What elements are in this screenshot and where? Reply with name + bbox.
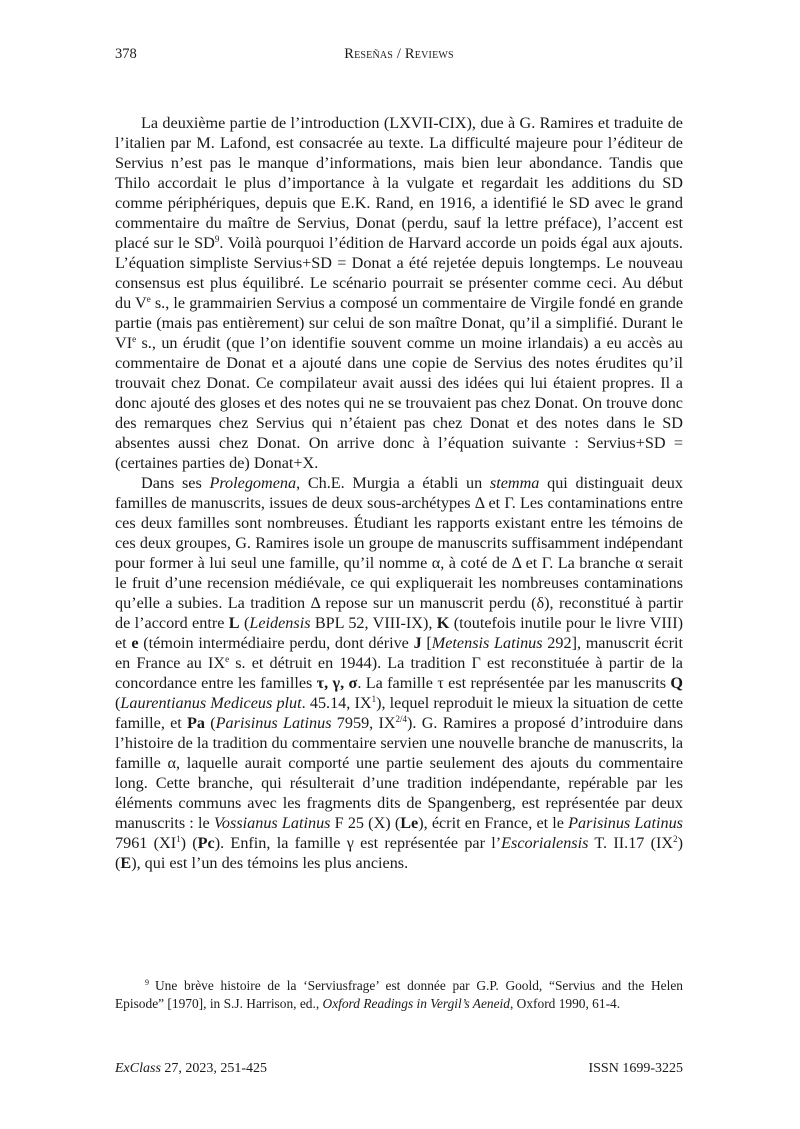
footnote-text: Une brève histoire de la ‘Serviusfrage’ est donnée par G.P. Goold, “Servius and the Helen Episode” [1970], in S.J. Harrison, ed., Oxford Readings in Vergil’s Aeneid, Oxford 1990, 61-4. [115,978,683,1011]
footnote [115,977,683,1013]
journal-citation [115,1061,267,1077]
footnote-marker: 9 [145,978,149,987]
page-number: 378 [115,46,137,62]
running-title: Reseñas / Reviews [344,46,454,62]
issn: ISSN 1699-3225 [588,1061,683,1076]
paragraph: Dans ses Prolegomena, Ch.E. Murgia a établi un stemma qui distinguait deux familles de manuscrits, issues de deux sous-archétypes Δ et Γ. Les contaminations entre ces deux familles sont nombreuses. Étudiant les rapports existant entre les témoins de ces deux groupes, G. Ramires isole un groupe de manuscrits suffisamment indépendant pour former à lui seul une famille, qu’il nomme α, à coté de Δ et Γ. La branche α serait le fruit d’une recension médiévale, ce qui expliquerait les nombreuses contaminations qu’elle a subies. La tradition Δ repose sur un manuscrit perdu (δ), reconstitué à partir de l’accord entre L (Leidensis BPL 52, VIII-IX), K (toutefois inutile pour le livre VIII) et e (témoin intermédiaire perdu, dont dérive J [Metensis Latinus 292], manuscrit écrit en France au IXe s. et détruit en 1944). La tradition Γ est reconstituée à partir de la concordance entre les familles τ, γ, σ. La famille τ est représentée par les manuscrits Q (Laurentianus Mediceus plut. 45.14, $IX^1$), lequel reproduit le mieux la situation de cette famille, et Pa (Parisinus Latinus 7959, $IX^{2/4}$). G. Ramires a proposé d’introduire dans l’histoire de la tradition du commentaire servien une nouvelle branche de manuscrits, la famille α, laquelle aurait comporté une partie seulement des ajouts du commentaire long. Cette branche, qui résulterait d’une tradition indépendante, repérable par les éléments communs avec les fragments dits de Spangenberg, est représentée par deux manuscrits : le Vossianus Latinus F 25 (X) (Le), écrit en France, et le Parisinus Latinus 7961 $(XI^1)$ (Pc). Enfin, la famille γ est représentée par l’Escorialensis T. II.17 $(IX^2)$ (E), qui est l’un des témoins les plus anciens. [115,474,684,872]
volume-info: 27, 2023, 251-425 [160,1061,268,1076]
body-text [115,113,683,873]
paragraph: La deuxième partie de l’introduction (LXVII-CIX), due à G. Ramires et traduite de l’italien par M. Lafond, est consacrée au texte. La difficulté majeure pour l’éditeur de Servius n’est pas le manque d’informations, mais bien leur abondance. Tandis que Thilo accordait le plus d’importance à la vulgate et regardait les additions du SD comme périphériques, depuis que E.K. Rand, en 1916, a identifié le SD avec le grand commentaire du maître de Servius, Donat (perdu, sauf la lettre préface), l’accent est placé sur le $SD^9$. Voilà pourquoi l’édition de Harvard accorde un poids égal aux ajouts. L’équation simpliste Servius+SD = Donat a été rejetée depuis longtemps. Le nouveau consensus est plus équilibré. Le scénario pourrait se présenter comme ceci. Au début du Ve s., le grammairien Servius a composé un commentaire de Virgile fondé en grande partie (mais pas entièrement) sur celui de son maître Donat, qu’il a simplifié. Durant le VIe s., un érudit (que l’on identifie souvent comme un moine irlandais) a eu accès au commentaire de Donat et a ajouté dans une copie de Servius des notes érudites qu’il trouvait chez Donat. Ce compilateur avait aussi des idées qui lui étaient propres. Il a donc ajouté des gloses et des notes qui ne se trouvaient pas chez Donat. On trouve donc des remarques chez Servius qui n’étaient pas chez Donat et des notes dans le SD absentes aussi chez Donat. On arrive donc à l’équation suivante : Servius+SD = (certaines parties de) Donat+X. [115,114,683,472]
running-header [115,46,683,66]
journal-name: ExClass [115,1061,161,1076]
